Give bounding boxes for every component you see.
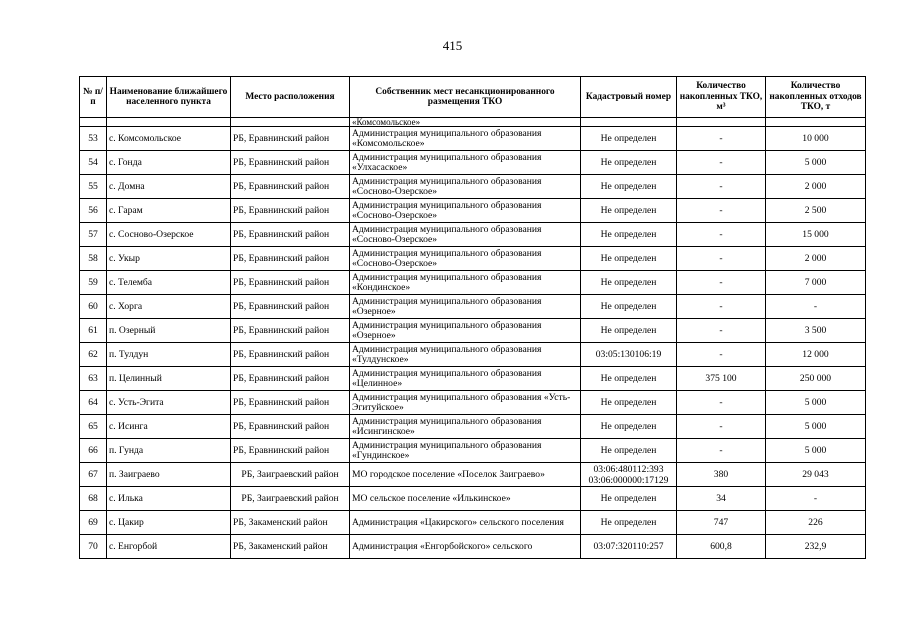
cell-cadastral: Не определен	[581, 391, 677, 415]
cell-settlement: с. Сосново-Озерское	[107, 223, 231, 247]
cell-cadastral: Не определен	[581, 295, 677, 319]
cell-num: 55	[80, 175, 107, 199]
cell-cadastral: Не определен	[581, 127, 677, 151]
cell-location: РБ, Еравнинский район	[231, 391, 350, 415]
cell-owner: Администрация муниципального образования «Комсомольское»	[350, 127, 581, 151]
header-volume-t: Количество накопленных отходов ТКО, т	[766, 77, 866, 118]
cell-cadastral: 03:06:480112:393 03:06:000000:17129	[581, 463, 677, 487]
table-row	[80, 151, 866, 175]
cell-location: РБ, Еравнинский район	[231, 367, 350, 391]
cell-volume-m3: -	[677, 439, 766, 463]
cell-volume-t: 232,9	[766, 535, 866, 559]
carry-over-row	[80, 118, 866, 127]
cell-owner: Администрация «Енгорбойского» сельского	[350, 535, 581, 559]
cell-location: РБ, Еравнинский район	[231, 151, 350, 175]
table-row	[80, 511, 866, 535]
cell-volume-m3: -	[677, 295, 766, 319]
cell-volume-m3: 380	[677, 463, 766, 487]
cell-volume-t: 5 000	[766, 151, 866, 175]
cell-location: РБ, Закаменский район	[231, 535, 350, 559]
cell-location: РБ, Еравнинский район	[231, 175, 350, 199]
cell-num: 70	[80, 535, 107, 559]
cell-volume-t: 2 000	[766, 247, 866, 271]
cell-volume-m3: 600,8	[677, 535, 766, 559]
cell-num: 60	[80, 295, 107, 319]
cell-cadastral: Не определен	[581, 415, 677, 439]
table-row	[80, 391, 866, 415]
cell-settlement: п. Гунда	[107, 439, 231, 463]
cell-cadastral: Не определен	[581, 151, 677, 175]
cell-owner: Администрация муниципального образования «Усть-Эгитуйское»	[350, 391, 581, 415]
header-cadastral: Кадастровый номер	[581, 77, 677, 118]
header-num: № п/п	[80, 77, 107, 118]
cell-settlement: с. Гарам	[107, 199, 231, 223]
cell-location: РБ, Еравнинский район	[231, 319, 350, 343]
cell-volume-t: -	[766, 487, 866, 511]
cell-volume-m3: -	[677, 175, 766, 199]
cell-owner: Администрация муниципального образования «Сосново-Озерское»	[350, 175, 581, 199]
table-row	[80, 535, 866, 559]
table-row	[80, 415, 866, 439]
table-row	[80, 295, 866, 319]
cell-cadastral: Не определен	[581, 271, 677, 295]
cell-settlement: с. Телемба	[107, 271, 231, 295]
cell-settlement: с. Комсомольское	[107, 127, 231, 151]
cell-volume-t: 250 000	[766, 367, 866, 391]
header-location: Место расположения	[231, 77, 350, 118]
cell-volume-m3: -	[677, 127, 766, 151]
cell-volume-t: 15 000	[766, 223, 866, 247]
cell-location: РБ, Еравнинский район	[231, 271, 350, 295]
cell-num: 57	[80, 223, 107, 247]
cell-owner: Администрация муниципального образования «Сосново-Озерское»	[350, 247, 581, 271]
cell-num: 68	[80, 487, 107, 511]
cell-settlement: с. Исинга	[107, 415, 231, 439]
table-row	[80, 271, 866, 295]
cell-volume-t: 29 043	[766, 463, 866, 487]
cell-volume-t: 5 000	[766, 391, 866, 415]
cell-volume-m3: -	[677, 199, 766, 223]
cell-volume-m3: 34	[677, 487, 766, 511]
cell-volume-m3: -	[677, 415, 766, 439]
cell-owner: МО городское поселение «Поселок Заиграево»	[350, 463, 581, 487]
cell-volume-m3: -	[677, 319, 766, 343]
cell-owner: Администрация «Цакирского» сельского поселения	[350, 511, 581, 535]
cell-volume-m3: -	[677, 343, 766, 367]
cell-owner: МО сельское поселение «Илькинское»	[350, 487, 581, 511]
cell-volume-t: -	[766, 295, 866, 319]
cell-num: 53	[80, 127, 107, 151]
cell-location: РБ, Еравнинский район	[231, 343, 350, 367]
table-row	[80, 247, 866, 271]
cell-volume-m3: 375 100	[677, 367, 766, 391]
cell-cadastral: 03:05:130106:19	[581, 343, 677, 367]
cell-owner: Администрация муниципального образования «Тулдунское»	[350, 343, 581, 367]
cell-settlement: с. Укыр	[107, 247, 231, 271]
cell-cadastral: Не определен	[581, 367, 677, 391]
cell-num: 62	[80, 343, 107, 367]
cell-volume-m3: 747	[677, 511, 766, 535]
cell-owner: Администрация муниципального образования «Исингинское»	[350, 415, 581, 439]
cell-num: 58	[80, 247, 107, 271]
cell-num: 56	[80, 199, 107, 223]
cell-num: 64	[80, 391, 107, 415]
table-row	[80, 463, 866, 487]
cell-cadastral: Не определен	[581, 223, 677, 247]
page-number: 415	[442, 38, 463, 53]
cell-owner: Администрация муниципального образования «Озерное»	[350, 319, 581, 343]
header-owner: Собственник мест несанкционированного размещения ТКО	[350, 77, 581, 118]
cell-owner: Администрация муниципального образования «Озерное»	[350, 295, 581, 319]
cell-location: РБ, Еравнинский район	[231, 439, 350, 463]
cell-settlement: с. Цакир	[107, 511, 231, 535]
cell-volume-m3: -	[677, 151, 766, 175]
table-row	[80, 199, 866, 223]
cell-location: РБ, Заиграевский район	[231, 463, 350, 487]
cell-location: РБ, Еравнинский район	[231, 199, 350, 223]
cell-volume-m3: -	[677, 223, 766, 247]
cell-num: 59	[80, 271, 107, 295]
cell-settlement: с. Енгорбой	[107, 535, 231, 559]
table-row	[80, 439, 866, 463]
cell-cadastral: Не определен	[581, 175, 677, 199]
cell-cadastral: 03:07:320110:257	[581, 535, 677, 559]
cell-location: РБ, Закаменский район	[231, 511, 350, 535]
cell-owner: Администрация муниципального образования «Гундинское»	[350, 439, 581, 463]
cell-volume-t: 10 000	[766, 127, 866, 151]
cell-num: 65	[80, 415, 107, 439]
cell-volume-m3: -	[677, 391, 766, 415]
table-row	[80, 223, 866, 247]
cell-num: 63	[80, 367, 107, 391]
cell-settlement: п. Заиграево	[107, 463, 231, 487]
cell-location: РБ, Еравнинский район	[231, 223, 350, 247]
header-settlement: Наименование ближайшего населенного пункта	[107, 77, 231, 118]
cell-volume-t: 12 000	[766, 343, 866, 367]
cell-num: 54	[80, 151, 107, 175]
cell-settlement: п. Тулдун	[107, 343, 231, 367]
cell-volume-t: 5 000	[766, 439, 866, 463]
cell-cadastral: Не определен	[581, 199, 677, 223]
table-row	[80, 343, 866, 367]
cell-settlement: п. Целинный	[107, 367, 231, 391]
table-header-row	[80, 77, 866, 118]
cell-location: РБ, Еравнинский район	[231, 127, 350, 151]
cell-settlement: с. Гонда	[107, 151, 231, 175]
cell-location: РБ, Еравнинский район	[231, 247, 350, 271]
cell-location: РБ, Еравнинский район	[231, 415, 350, 439]
cell-num: 66	[80, 439, 107, 463]
cell-cadastral: Не определен	[581, 487, 677, 511]
cell-volume-t: 3 500	[766, 319, 866, 343]
cell-settlement: п. Озерный	[107, 319, 231, 343]
cell-num: 67	[80, 463, 107, 487]
cell-location: РБ, Еравнинский район	[231, 295, 350, 319]
cell-owner: Администрация муниципального образования «Сосново-Озерское»	[350, 223, 581, 247]
cell-volume-m3: -	[677, 247, 766, 271]
header-volume-m3: Количество накопленных ТКО, м³	[677, 77, 766, 118]
cell-cadastral: Не определен	[581, 319, 677, 343]
cell-volume-t: 2 000	[766, 175, 866, 199]
cell-owner: Администрация муниципального образования «Целинное»	[350, 367, 581, 391]
cell-volume-m3: -	[677, 271, 766, 295]
table-row	[80, 367, 866, 391]
cell-owner: Администрация муниципального образования «Сосново-Озерское»	[350, 199, 581, 223]
cell-cadastral: Не определен	[581, 511, 677, 535]
cell-owner: Администрация муниципального образования «Улхасаское»	[350, 151, 581, 175]
waste-sites-table	[79, 76, 866, 559]
cell-volume-t: 7 000	[766, 271, 866, 295]
table-row	[80, 487, 866, 511]
table-row	[80, 127, 866, 151]
cell-volume-t: 2 500	[766, 199, 866, 223]
cell-settlement: с. Илька	[107, 487, 231, 511]
cell-location: РБ, Заиграевский район	[231, 487, 350, 511]
cell-num: 61	[80, 319, 107, 343]
cell-settlement: с. Усть-Эгита	[107, 391, 231, 415]
cell-volume-t: 5 000	[766, 415, 866, 439]
cell-cadastral: Не определен	[581, 247, 677, 271]
carry-over-owner: «Комсомольское»	[350, 118, 581, 127]
cell-volume-t: 226	[766, 511, 866, 535]
table-row	[80, 319, 866, 343]
cell-owner: Администрация муниципального образования «Кондинское»	[350, 271, 581, 295]
table-row	[80, 175, 866, 199]
cell-num: 69	[80, 511, 107, 535]
cell-settlement: с. Хорга	[107, 295, 231, 319]
cell-cadastral: Не определен	[581, 439, 677, 463]
cell-settlement: с. Домна	[107, 175, 231, 199]
